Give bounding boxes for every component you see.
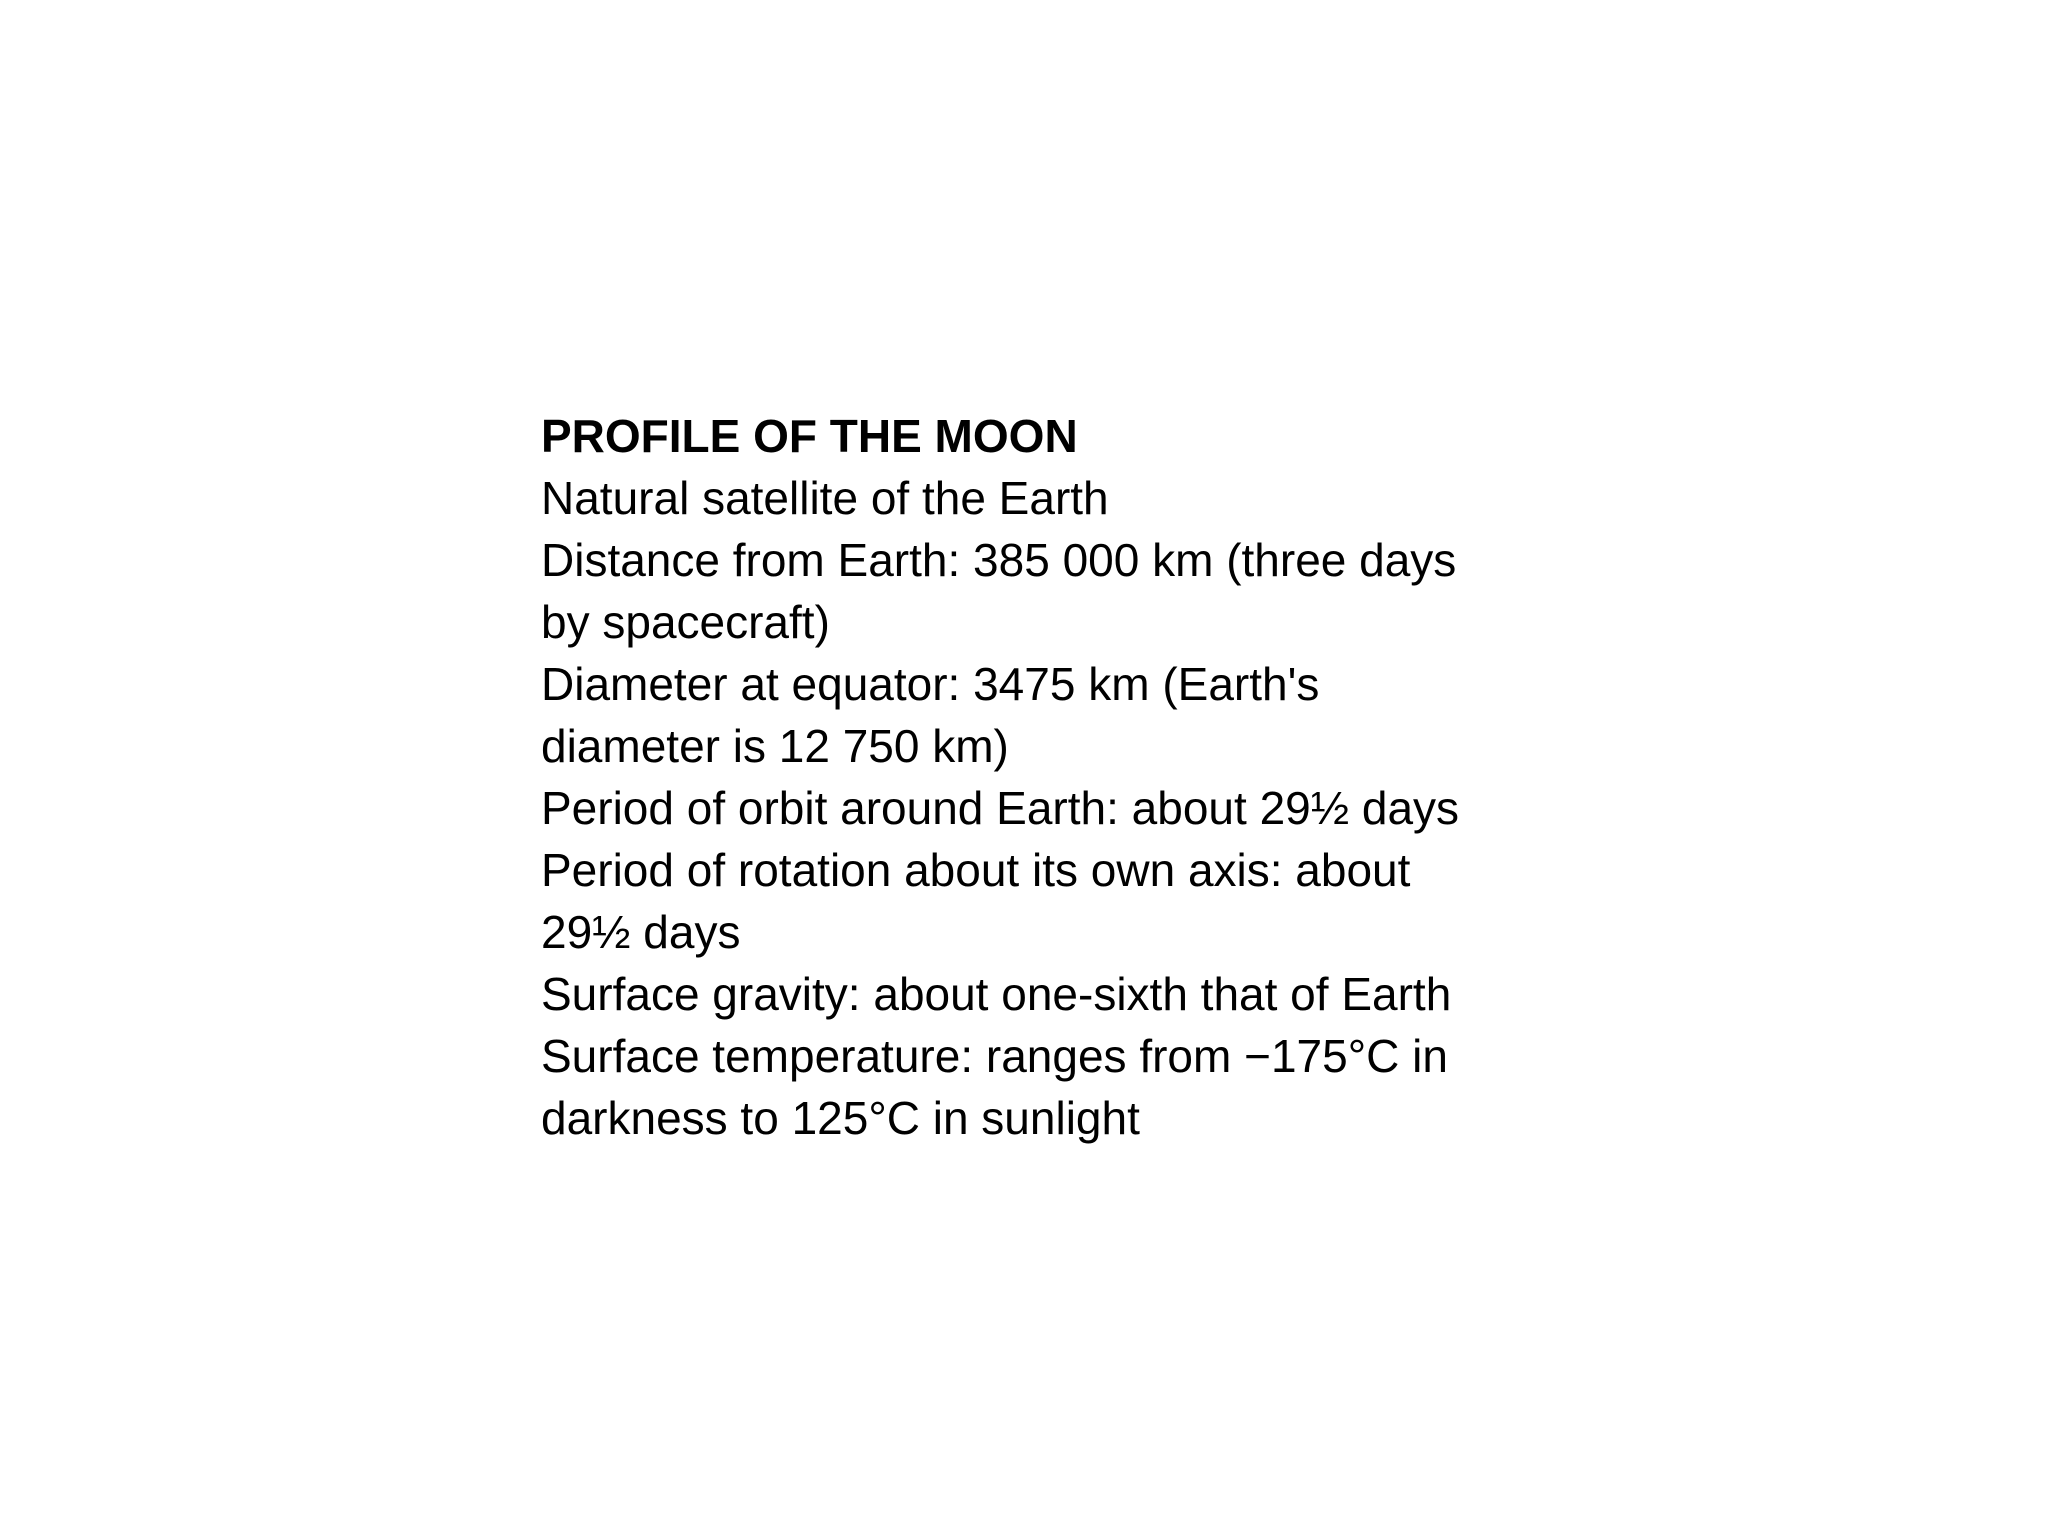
profile-line-11: darkness to 125°C in sunlight xyxy=(541,1092,1140,1144)
profile-line-2: Distance from Earth: 385 000 km (three days xyxy=(541,534,1457,586)
moon-profile-text-block xyxy=(541,405,1501,1149)
profile-line-8: 29½ days xyxy=(541,906,741,958)
profile-line-1: Natural satellite of the Earth xyxy=(541,472,1109,524)
profile-line-3: by spacecraft) xyxy=(541,596,830,648)
profile-line-9: Surface gravity: about one-sixth that of Earth xyxy=(541,968,1452,1020)
profile-line-7: Period of rotation about its own axis: about xyxy=(541,844,1411,896)
profile-line-6: Period of orbit around Earth: about 29½ days xyxy=(541,782,1460,834)
profile-line-10: Surface temperature: ranges from −175°C in xyxy=(541,1030,1448,1082)
profile-line-4: Diameter at equator: 3475 km (Earth's xyxy=(541,658,1320,710)
profile-line-5: diameter is 12 750 km) xyxy=(541,720,1009,772)
profile-title: PROFILE OF THE MOON xyxy=(541,410,1078,462)
